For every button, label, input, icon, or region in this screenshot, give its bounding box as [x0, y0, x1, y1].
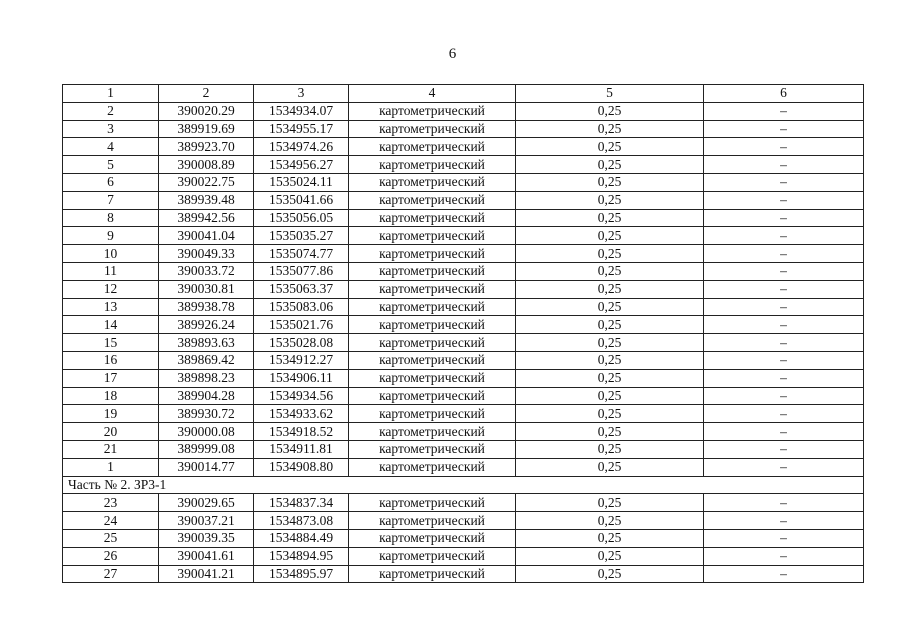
method-cell: картометрический	[349, 423, 516, 441]
point-number-cell: 8	[63, 209, 159, 227]
method-cell: картометрический	[349, 334, 516, 352]
accuracy-cell: 0,25	[516, 298, 704, 316]
accuracy-cell: 0,25	[516, 120, 704, 138]
method-cell: картометрический	[349, 387, 516, 405]
description-cell: –	[704, 102, 864, 120]
y-coordinate-cell: 1534884.49	[254, 529, 349, 547]
method-cell: картометрический	[349, 120, 516, 138]
method-cell: картометрический	[349, 280, 516, 298]
accuracy-cell: 0,25	[516, 173, 704, 191]
description-cell: –	[704, 547, 864, 565]
x-coordinate-cell: 389942.56	[159, 209, 254, 227]
description-cell: –	[704, 494, 864, 512]
column-header: 1	[63, 85, 159, 103]
method-cell: картометрический	[349, 227, 516, 245]
point-number-cell: 19	[63, 405, 159, 423]
accuracy-cell: 0,25	[516, 547, 704, 565]
point-number-cell: 3	[63, 120, 159, 138]
table-row	[63, 334, 864, 352]
x-coordinate-cell: 389919.69	[159, 120, 254, 138]
point-number-cell: 23	[63, 494, 159, 512]
table-row	[63, 280, 864, 298]
method-cell: картометрический	[349, 351, 516, 369]
description-cell: –	[704, 298, 864, 316]
method-cell: картометрический	[349, 565, 516, 583]
description-cell: –	[704, 565, 864, 583]
x-coordinate-cell: 390041.21	[159, 565, 254, 583]
accuracy-cell: 0,25	[516, 209, 704, 227]
accuracy-cell: 0,25	[516, 458, 704, 476]
accuracy-cell: 0,25	[516, 191, 704, 209]
table-row	[63, 156, 864, 174]
accuracy-cell: 0,25	[516, 529, 704, 547]
point-number-cell: 7	[63, 191, 159, 209]
table-row	[63, 173, 864, 191]
x-coordinate-cell: 390041.04	[159, 227, 254, 245]
y-coordinate-cell: 1534956.27	[254, 156, 349, 174]
table-row	[63, 369, 864, 387]
coordinates-table	[62, 84, 864, 583]
method-cell: картометрический	[349, 102, 516, 120]
method-cell: картометрический	[349, 316, 516, 334]
x-coordinate-cell: 389869.42	[159, 351, 254, 369]
method-cell: картометрический	[349, 138, 516, 156]
point-number-cell: 1	[63, 458, 159, 476]
point-number-cell: 18	[63, 387, 159, 405]
table-row	[63, 405, 864, 423]
point-number-cell: 14	[63, 316, 159, 334]
table-row	[63, 316, 864, 334]
x-coordinate-cell: 390008.89	[159, 156, 254, 174]
method-cell: картометрический	[349, 245, 516, 263]
method-cell: картометрический	[349, 494, 516, 512]
table-row	[63, 512, 864, 530]
accuracy-cell: 0,25	[516, 494, 704, 512]
point-number-cell: 10	[63, 245, 159, 263]
y-coordinate-cell: 1534933.62	[254, 405, 349, 423]
y-coordinate-cell: 1535074.77	[254, 245, 349, 263]
column-header: 3	[254, 85, 349, 103]
accuracy-cell: 0,25	[516, 387, 704, 405]
column-header: 4	[349, 85, 516, 103]
y-coordinate-cell: 1535077.86	[254, 262, 349, 280]
method-cell: картометрический	[349, 262, 516, 280]
description-cell: –	[704, 316, 864, 334]
x-coordinate-cell: 389898.23	[159, 369, 254, 387]
accuracy-cell: 0,25	[516, 316, 704, 334]
y-coordinate-cell: 1534934.56	[254, 387, 349, 405]
accuracy-cell: 0,25	[516, 156, 704, 174]
accuracy-cell: 0,25	[516, 227, 704, 245]
accuracy-cell: 0,25	[516, 351, 704, 369]
accuracy-cell: 0,25	[516, 262, 704, 280]
point-number-cell: 27	[63, 565, 159, 583]
y-coordinate-cell: 1534873.08	[254, 512, 349, 530]
y-coordinate-cell: 1534912.27	[254, 351, 349, 369]
y-coordinate-cell: 1535035.27	[254, 227, 349, 245]
x-coordinate-cell: 390049.33	[159, 245, 254, 263]
table-row	[63, 458, 864, 476]
description-cell: –	[704, 529, 864, 547]
accuracy-cell: 0,25	[516, 138, 704, 156]
x-coordinate-cell: 390041.61	[159, 547, 254, 565]
x-coordinate-cell: 389930.72	[159, 405, 254, 423]
method-cell: картометрический	[349, 173, 516, 191]
point-number-cell: 11	[63, 262, 159, 280]
description-cell: –	[704, 245, 864, 263]
table-row	[63, 138, 864, 156]
x-coordinate-cell: 389939.48	[159, 191, 254, 209]
accuracy-cell: 0,25	[516, 405, 704, 423]
point-number-cell: 15	[63, 334, 159, 352]
description-cell: –	[704, 334, 864, 352]
accuracy-cell: 0,25	[516, 440, 704, 458]
description-cell: –	[704, 262, 864, 280]
point-number-cell: 5	[63, 156, 159, 174]
description-cell: –	[704, 280, 864, 298]
method-cell: картометрический	[349, 369, 516, 387]
column-header: 6	[704, 85, 864, 103]
point-number-cell: 26	[63, 547, 159, 565]
point-number-cell: 4	[63, 138, 159, 156]
table-row	[63, 262, 864, 280]
description-cell: –	[704, 120, 864, 138]
y-coordinate-cell: 1535021.76	[254, 316, 349, 334]
table-row	[63, 227, 864, 245]
x-coordinate-cell: 389893.63	[159, 334, 254, 352]
y-coordinate-cell: 1534908.80	[254, 458, 349, 476]
table-row	[63, 423, 864, 441]
accuracy-cell: 0,25	[516, 245, 704, 263]
section-header-row	[63, 476, 864, 494]
description-cell: –	[704, 156, 864, 174]
method-cell: картометрический	[349, 191, 516, 209]
method-cell: картометрический	[349, 547, 516, 565]
method-cell: картометрический	[349, 529, 516, 547]
y-coordinate-cell: 1535063.37	[254, 280, 349, 298]
method-cell: картометрический	[349, 458, 516, 476]
table-row	[63, 102, 864, 120]
description-cell: –	[704, 440, 864, 458]
y-coordinate-cell: 1534974.26	[254, 138, 349, 156]
page-number: 6	[448, 46, 457, 62]
x-coordinate-cell: 389999.08	[159, 440, 254, 458]
table-row	[63, 387, 864, 405]
point-number-cell: 21	[63, 440, 159, 458]
table-header-row	[63, 85, 864, 103]
section-title: Часть № 2. ЗР3-1	[63, 476, 864, 494]
table-row	[63, 120, 864, 138]
y-coordinate-cell: 1535028.08	[254, 334, 349, 352]
point-number-cell: 25	[63, 529, 159, 547]
x-coordinate-cell: 390037.21	[159, 512, 254, 530]
y-coordinate-cell: 1535024.11	[254, 173, 349, 191]
description-cell: –	[704, 138, 864, 156]
x-coordinate-cell: 390000.08	[159, 423, 254, 441]
point-number-cell: 24	[63, 512, 159, 530]
accuracy-cell: 0,25	[516, 369, 704, 387]
table-row	[63, 529, 864, 547]
description-cell: –	[704, 423, 864, 441]
x-coordinate-cell: 390030.81	[159, 280, 254, 298]
method-cell: картометрический	[349, 298, 516, 316]
y-coordinate-cell: 1534906.11	[254, 369, 349, 387]
description-cell: –	[704, 405, 864, 423]
table-row	[63, 245, 864, 263]
table-row	[63, 351, 864, 369]
table-row	[63, 209, 864, 227]
x-coordinate-cell: 390020.29	[159, 102, 254, 120]
accuracy-cell: 0,25	[516, 280, 704, 298]
description-cell: –	[704, 387, 864, 405]
point-number-cell: 6	[63, 173, 159, 191]
x-coordinate-cell: 390029.65	[159, 494, 254, 512]
x-coordinate-cell: 390014.77	[159, 458, 254, 476]
y-coordinate-cell: 1534934.07	[254, 102, 349, 120]
y-coordinate-cell: 1534911.81	[254, 440, 349, 458]
table-row	[63, 547, 864, 565]
method-cell: картометрический	[349, 512, 516, 530]
accuracy-cell: 0,25	[516, 423, 704, 441]
point-number-cell: 13	[63, 298, 159, 316]
y-coordinate-cell: 1534837.34	[254, 494, 349, 512]
x-coordinate-cell: 389923.70	[159, 138, 254, 156]
accuracy-cell: 0,25	[516, 102, 704, 120]
coordinates-table-body	[63, 85, 864, 583]
x-coordinate-cell: 389938.78	[159, 298, 254, 316]
table-row	[63, 440, 864, 458]
point-number-cell: 17	[63, 369, 159, 387]
description-cell: –	[704, 369, 864, 387]
point-number-cell: 2	[63, 102, 159, 120]
x-coordinate-cell: 390033.72	[159, 262, 254, 280]
table-row	[63, 565, 864, 583]
description-cell: –	[704, 351, 864, 369]
y-coordinate-cell: 1535041.66	[254, 191, 349, 209]
table-row	[63, 494, 864, 512]
point-number-cell: 16	[63, 351, 159, 369]
column-header: 2	[159, 85, 254, 103]
table-row	[63, 298, 864, 316]
description-cell: –	[704, 227, 864, 245]
description-cell: –	[704, 458, 864, 476]
y-coordinate-cell: 1534955.17	[254, 120, 349, 138]
table-row	[63, 191, 864, 209]
accuracy-cell: 0,25	[516, 334, 704, 352]
point-number-cell: 9	[63, 227, 159, 245]
x-coordinate-cell: 389926.24	[159, 316, 254, 334]
y-coordinate-cell: 1534894.95	[254, 547, 349, 565]
description-cell: –	[704, 191, 864, 209]
method-cell: картометрический	[349, 209, 516, 227]
method-cell: картометрический	[349, 156, 516, 174]
y-coordinate-cell: 1534918.52	[254, 423, 349, 441]
y-coordinate-cell: 1534895.97	[254, 565, 349, 583]
description-cell: –	[704, 173, 864, 191]
x-coordinate-cell: 390039.35	[159, 529, 254, 547]
description-cell: –	[704, 209, 864, 227]
point-number-cell: 12	[63, 280, 159, 298]
method-cell: картометрический	[349, 405, 516, 423]
description-cell: –	[704, 512, 864, 530]
accuracy-cell: 0,25	[516, 512, 704, 530]
point-number-cell: 20	[63, 423, 159, 441]
y-coordinate-cell: 1535056.05	[254, 209, 349, 227]
method-cell: картометрический	[349, 440, 516, 458]
accuracy-cell: 0,25	[516, 565, 704, 583]
column-header: 5	[516, 85, 704, 103]
x-coordinate-cell: 390022.75	[159, 173, 254, 191]
y-coordinate-cell: 1535083.06	[254, 298, 349, 316]
x-coordinate-cell: 389904.28	[159, 387, 254, 405]
